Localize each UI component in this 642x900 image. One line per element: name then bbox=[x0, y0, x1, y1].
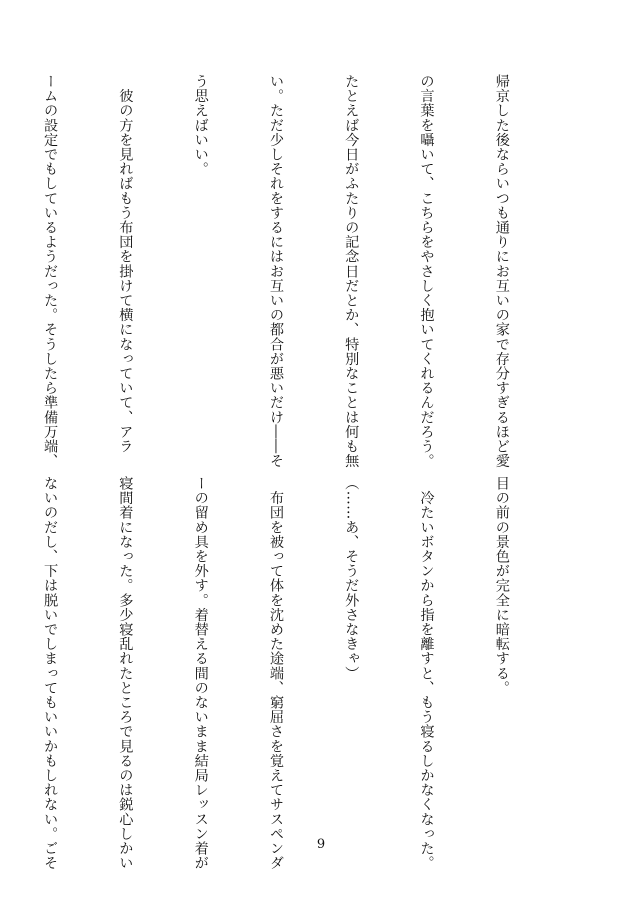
top-text-block bbox=[42, 74, 564, 472]
text-line: 目の前の景色が完全に暗転する。 bbox=[493, 476, 510, 695]
text-line: （……あ、そうだ外さなきゃ） bbox=[343, 476, 360, 681]
bottom-text-block bbox=[42, 476, 564, 874]
text-line: たとえば今日がふたりの記念日だとか、特別なことは何も無 bbox=[343, 74, 360, 469]
text-line: 布団を被って体を沈めた途端、窮屈さを覚えてサスペンダ bbox=[267, 476, 284, 871]
text-line: 彼の方を見ればもう布団を掛けて横になっていて、アラ bbox=[117, 74, 134, 454]
text-line: 寝間着になった。多少寝乱れたところで見るのは鋭心しかい bbox=[117, 476, 134, 871]
text-line: の言葉を囁いて、こちらをやさしく抱いてくれるんだろう。 bbox=[418, 74, 435, 469]
text-line: ーの留め具を外す。着替える間のないまま結局レッスン着が bbox=[192, 476, 209, 871]
text-line: ームの設定でもしているようだった。そうしたら準備万端、 bbox=[42, 74, 59, 469]
text-line: い。ただ少しそれをするにはお互いの都合が悪いだけ――そ bbox=[267, 74, 284, 469]
text-line: 冷たいボタンから指を離すと、もう寝るしかなくなった。 bbox=[418, 476, 435, 871]
text-line: 帰京した後ならいつも通りにお互いの家で存分すぎるほど愛 bbox=[493, 74, 510, 469]
text-line: う思えばいい。 bbox=[192, 74, 209, 177]
page-number: 9 bbox=[316, 837, 326, 852]
text-line: ないのだし、下は脱いでしまってもいいかもしれない。ごそ bbox=[42, 476, 59, 871]
